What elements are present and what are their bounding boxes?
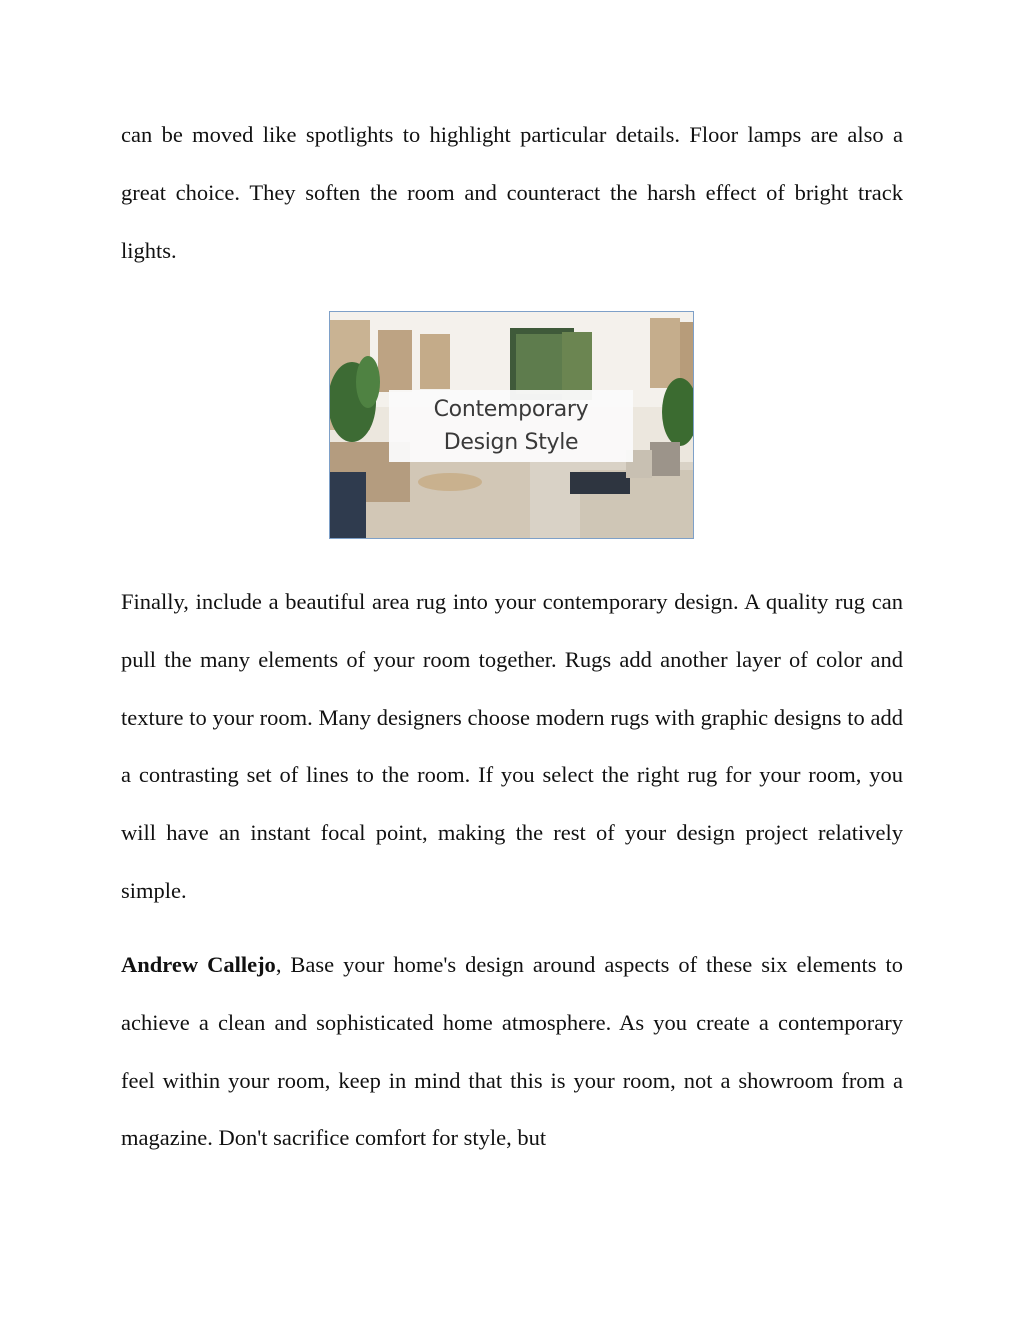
caption-line-2: Design Style	[443, 430, 579, 455]
paragraph-rug	[121, 573, 903, 920]
paragraph-author-text: , Base your home's design around aspects of these six elements to achieve a clean and sophisticated home atmosphere. As you create a contemporary feel within your room, keep in mind that this is your room, not a showroom from a magazine. Don't sacrifice comfort for style, but	[121, 952, 903, 1151]
paragraph-lighting-text: can be moved like spotlights to highlight particular details. Floor lamps are also a great choice. They soften the room and counteract the harsh effect of bright track lights.	[121, 122, 903, 263]
paragraph-lighting	[121, 106, 903, 279]
paragraph-author	[121, 936, 903, 1167]
image-caption-box	[389, 390, 633, 462]
contemporary-design-image	[329, 311, 694, 539]
author-name: Andrew Callejo	[121, 952, 276, 977]
caption-line-1: Contemporary	[433, 397, 589, 422]
paragraph-rug-text: Finally, include a beautiful area rug into your contemporary design. A quality rug can pull the many elements of your room together. Rugs add another layer of color and texture to your room. Many designers choose modern rugs with graphic designs to add a contrasting set of lines to the room. If you select the right rug for your room, you will have an instant focal point, making the rest of your design project relatively simple.	[121, 589, 903, 903]
